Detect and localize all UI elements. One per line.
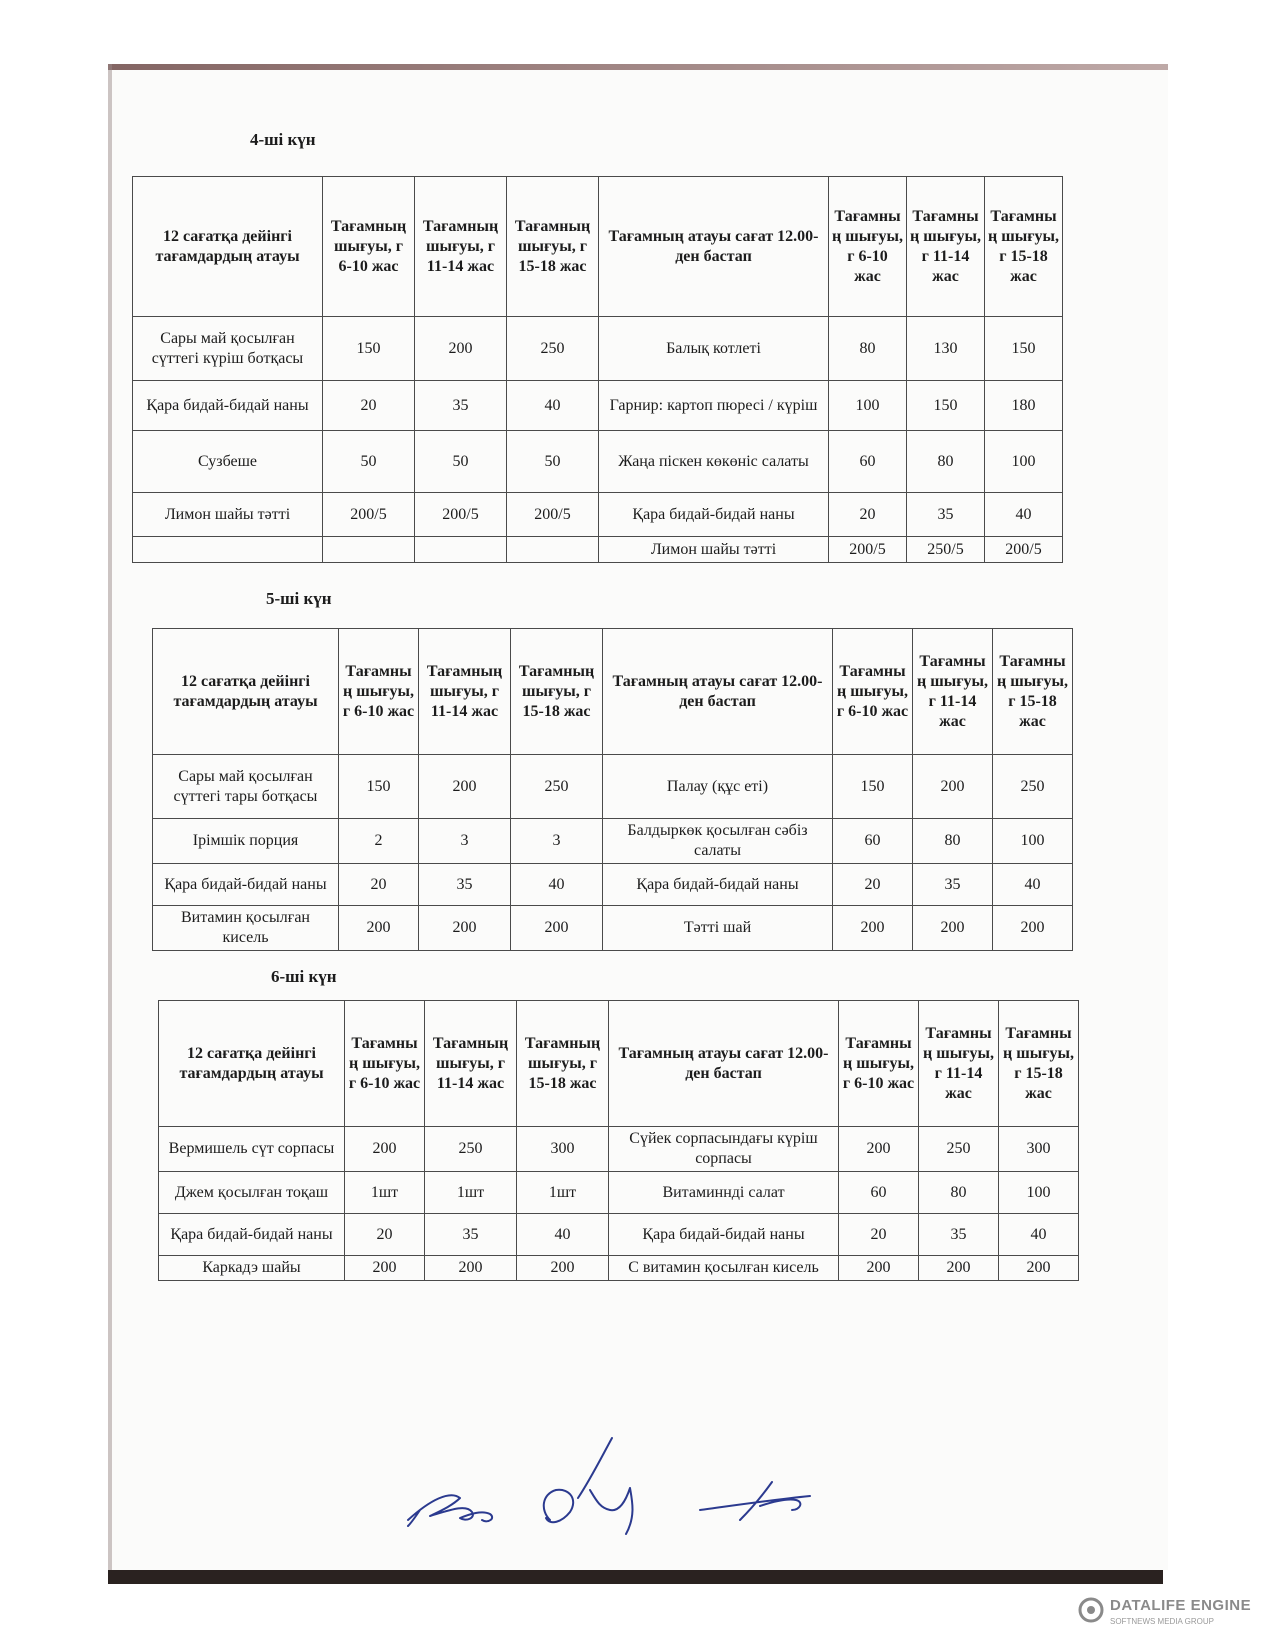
header-morning-6-10: Тағамның шығуы, г 6-10 жас [345,1001,425,1127]
header-morning-dish: 12 сағатқа дейінгі тағамдардың атауы [159,1001,345,1127]
cell: 180 [985,381,1063,431]
header-afternoon-6-10: Тағамның шығуы, г 6-10 жас [829,177,907,317]
cell: 100 [993,819,1073,864]
table-row [133,493,1063,537]
header-morning-15-18: Тағамның шығуы, г 15-18 жас [517,1001,609,1127]
cell: Джем қосылған тоқаш [159,1172,345,1214]
table-row [133,317,1063,381]
cell: Қара бидай-бидай наны [599,493,829,537]
cell: 200 [839,1127,919,1172]
cell: 2 [339,819,419,864]
cell: 40 [993,864,1073,906]
cell: Лимон шайы тәтті [599,537,829,563]
cell: 300 [999,1127,1079,1172]
header-afternoon-dish: Тағамның атауы сағат 12.00-ден бастап [609,1001,839,1127]
cell: Қара бидай-бидай наны [159,1214,345,1256]
day-4-menu-table [132,176,1063,563]
cell: 250 [511,755,603,819]
table-header-row [159,1001,1079,1127]
cell: 1шт [517,1172,609,1214]
cell: 50 [507,431,599,493]
cell: 80 [829,317,907,381]
cell: 40 [507,381,599,431]
cell: 35 [907,493,985,537]
table-row [133,381,1063,431]
header-morning-dish: 12 сағатқа дейінгі тағамдардың атауы [133,177,323,317]
cell: 20 [829,493,907,537]
cell: 150 [339,755,419,819]
cell: 250 [507,317,599,381]
cell: 200 [999,1256,1079,1281]
cell: 150 [833,755,913,819]
cell: 200 [419,755,511,819]
cell: Балық котлеті [599,317,829,381]
header-afternoon-15-18: Тағамның шығуы, г 15-18 жас [993,629,1073,755]
desk-edge-bottom [108,1570,1163,1584]
cell: 40 [511,864,603,906]
table-row [159,1127,1079,1172]
cell: 200 [419,906,511,951]
cell: 200 [339,906,419,951]
cell: 3 [419,819,511,864]
cell: Сузбеше [133,431,323,493]
cell: 35 [419,864,511,906]
cell: Витаминнді салат [609,1172,839,1214]
cell: Жаңа піскен көкөніс салаты [599,431,829,493]
cell: Гарнир: картоп пюресі / күріш [599,381,829,431]
cell: Сүйек сорпасындағы күріш сорпасы [609,1127,839,1172]
table-row [153,906,1073,951]
cell: 130 [907,317,985,381]
cell: 1шт [425,1172,517,1214]
cell: 200 [913,906,993,951]
cell: 35 [415,381,507,431]
table-row [159,1256,1079,1281]
cell: 60 [833,819,913,864]
day-4-heading: 4-ші күн [250,130,316,149]
cell: 200 [517,1256,609,1281]
cell [323,537,415,563]
header-morning-6-10: Тағамның шығуы, г 6-10 жас [339,629,419,755]
header-afternoon-dish: Тағамның атауы сағат 12.00-ден бастап [603,629,833,755]
cell: Қара бидай-бидай наны [603,864,833,906]
header-morning-15-18: Тағамның шығуы, г 15-18 жас [511,629,603,755]
cell: 20 [839,1214,919,1256]
header-afternoon-11-14: Тағамның шығуы, г 11-14 жас [907,177,985,317]
header-afternoon-dish: Тағамның атауы сағат 12.00-ден бастап [599,177,829,317]
cell: 60 [839,1172,919,1214]
signatures [400,1430,860,1540]
header-afternoon-11-14: Тағамның шығуы, г 11-14 жас [913,629,993,755]
watermark-subtitle: SOFTNEWS MEDIA GROUP [1110,1617,1215,1626]
table-row [159,1172,1079,1214]
header-morning-11-14: Тағамның шығуы, г 11-14 жас [419,629,511,755]
table-row [153,755,1073,819]
cell: 100 [999,1172,1079,1214]
cell: 200 [839,1256,919,1281]
header-morning-11-14: Тағамның шығуы, г 11-14 жас [425,1001,517,1127]
cell: 200/5 [507,493,599,537]
cell: 40 [517,1214,609,1256]
cell: 300 [517,1127,609,1172]
watermark-title: DATALIFE ENGINE [1110,1597,1252,1614]
cell: Каркадэ шайы [159,1256,345,1281]
table-row [159,1214,1079,1256]
cell: Қара бидай-бидай наны [609,1214,839,1256]
cell: 50 [415,431,507,493]
table-row [133,431,1063,493]
cell: Вермишель сүт сорпасы [159,1127,345,1172]
cell: 20 [345,1214,425,1256]
cell: 200 [345,1256,425,1281]
cell: 200 [993,906,1073,951]
day-6-menu-table [158,1000,1079,1281]
cell: 200 [425,1256,517,1281]
cell: 200/5 [415,493,507,537]
header-afternoon-6-10: Тағамның шығуы, г 6-10 жас [833,629,913,755]
header-morning-6-10: Тағамның шығуы, г 6-10 жас [323,177,415,317]
cell: 150 [323,317,415,381]
cell: 20 [323,381,415,431]
signature-3 [700,1482,810,1520]
table-header-row [133,177,1063,317]
cell: 200 [833,906,913,951]
cell: 200/5 [985,537,1063,563]
cell: 200/5 [829,537,907,563]
cell: 80 [913,819,993,864]
signature-drawing [400,1430,860,1540]
cell: Ірімшік порция [153,819,339,864]
cell: Тәтті шай [603,906,833,951]
signature-1 [408,1495,492,1526]
cell: Қара бидай-бидай наны [133,381,323,431]
cell: 250/5 [907,537,985,563]
datalife-logo-icon [1078,1597,1104,1623]
table-header-row [153,629,1073,755]
cell: 60 [829,431,907,493]
cell [507,537,599,563]
cell [133,537,323,563]
day-5-menu-table [152,628,1073,951]
cell: 250 [993,755,1073,819]
cell: 200/5 [323,493,415,537]
cell: 1шт [345,1172,425,1214]
cell: Балдыркөк қосылған сәбіз салаты [603,819,833,864]
header-morning-dish: 12 сағатқа дейінгі тағамдардың атауы [153,629,339,755]
cell: Лимон шайы тәтті [133,493,323,537]
header-morning-15-18: Тағамның шығуы, г 15-18 жас [507,177,599,317]
cell: Сары май қосылған сүттегі күріш ботқасы [133,317,323,381]
header-afternoon-11-14: Тағамның шығуы, г 11-14 жас [919,1001,999,1127]
cell: 250 [919,1127,999,1172]
cell: Қара бидай-бидай наны [153,864,339,906]
cell: 200 [511,906,603,951]
cell: 35 [919,1214,999,1256]
table-row [153,819,1073,864]
cell: 35 [425,1214,517,1256]
cell: 50 [323,431,415,493]
cell: 3 [511,819,603,864]
watermark [1078,1595,1268,1639]
cell: 200 [415,317,507,381]
table-row [153,864,1073,906]
cell: 20 [339,864,419,906]
cell: 20 [833,864,913,906]
header-morning-11-14: Тағамның шығуы, г 11-14 жас [415,177,507,317]
cell: Палау (құс еті) [603,755,833,819]
cell: 40 [999,1214,1079,1256]
cell: 100 [829,381,907,431]
day-5-heading: 5-ші күн [266,589,332,608]
cell: 80 [907,431,985,493]
cell: 250 [425,1127,517,1172]
cell: Сары май қосылған сүттегі тары ботқасы [153,755,339,819]
cell: 40 [985,493,1063,537]
cell: 200 [913,755,993,819]
header-afternoon-15-18: Тағамның шығуы, г 15-18 жас [999,1001,1079,1127]
cell: 150 [907,381,985,431]
header-afternoon-15-18: Тағамның шығуы, г 15-18 жас [985,177,1063,317]
cell: С витамин қосылған кисель [609,1256,839,1281]
cell: 35 [913,864,993,906]
cell: 200 [919,1256,999,1281]
signature-2 [544,1438,633,1534]
cell: 80 [919,1172,999,1214]
cell: 150 [985,317,1063,381]
day-6-heading: 6-ші күн [271,967,337,986]
cell: 100 [985,431,1063,493]
cell [415,537,507,563]
header-afternoon-6-10: Тағамның шығуы, г 6-10 жас [839,1001,919,1127]
cell: 200 [345,1127,425,1172]
cell: Витамин қосылған кисель [153,906,339,951]
table-row [133,537,1063,563]
